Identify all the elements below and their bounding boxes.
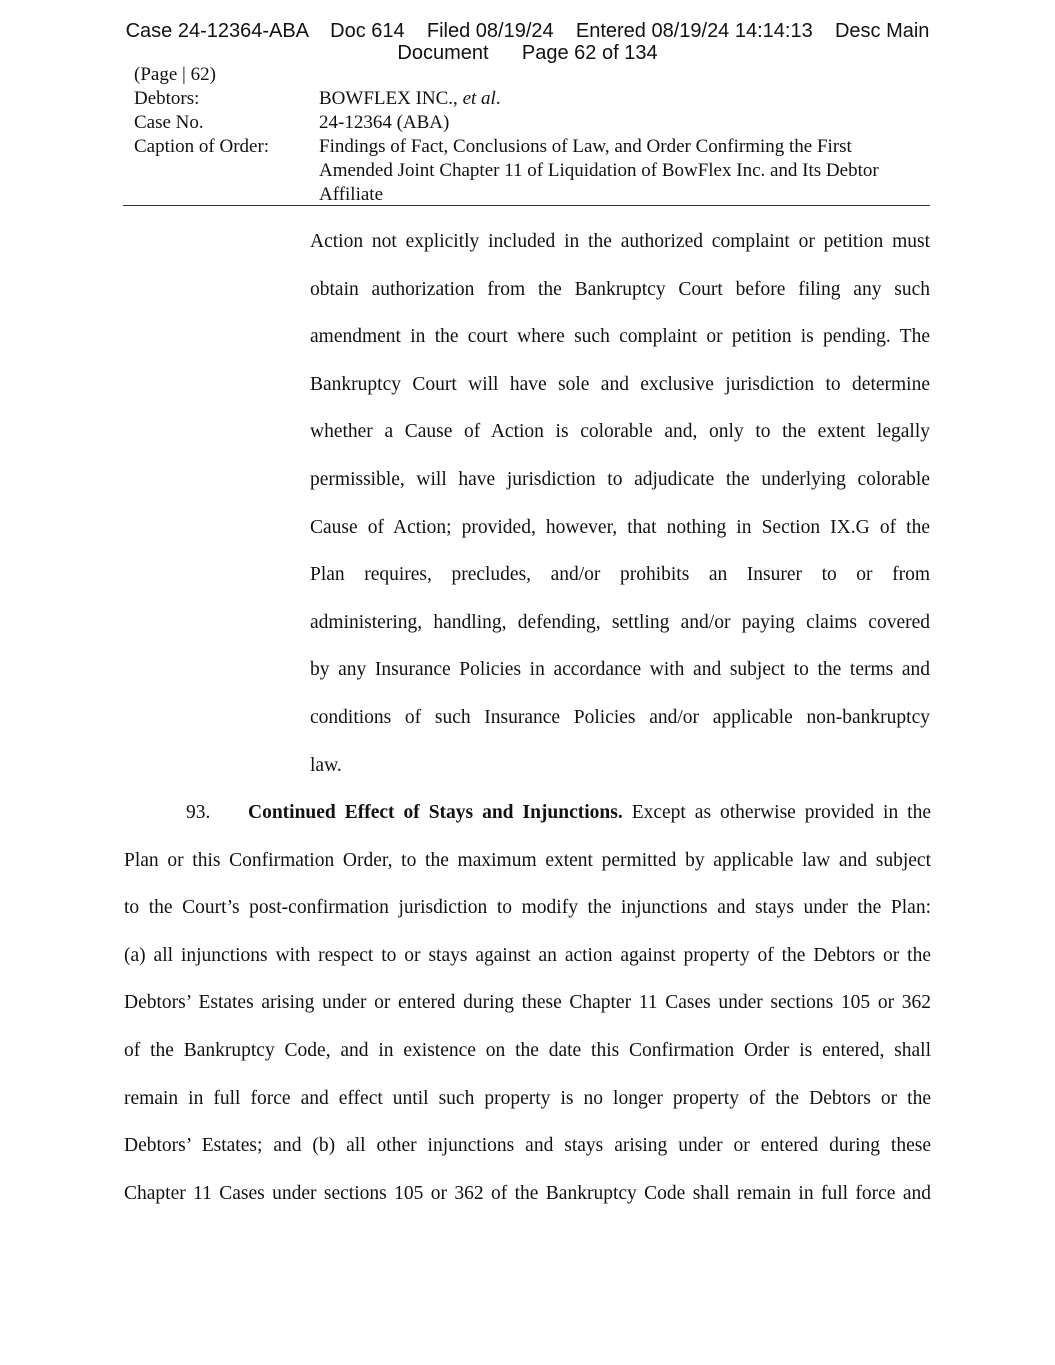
caption-debtors-value: [319, 87, 934, 111]
text-line: to the Court’s post-confirmation jurisdiction to modify the injunctions and stays under the Plan:: [124, 897, 931, 919]
caption-order-label: Caption of Order:: [134, 136, 270, 157]
paragraph-first-line-text: Except as otherwise provided in the: [631, 802, 932, 823]
filing-stamp-line-1: Case 24-12364-ABA Doc 614 Filed 08/19/24 Entered 08/19/24 14:14:13 Desc Main: [125, 20, 930, 42]
debtors-name: BOWFLEX INC.,: [319, 88, 458, 109]
text-line: Bankruptcy Court will have sole and exclusive jurisdiction to determine: [310, 373, 930, 395]
caption-order-line-1: Findings of Fact, Conclusions of Law, and Order Confirming the First: [319, 136, 852, 157]
paragraph-number: 93.: [186, 802, 211, 823]
paragraph-93: [124, 789, 931, 1217]
caption-page-ref: (Page | 62): [134, 64, 216, 85]
text-line: Action not explicitly included in the authorized complaint or petition must: [310, 231, 930, 252]
text-line: Debtors’ Estates; and (b) all other injunctions and stays arising under or entered during these: [124, 1135, 931, 1157]
text-line: conditions of such Insurance Policies and/or applicable non-bankruptcy: [310, 706, 930, 728]
caption-order-value: [319, 135, 934, 207]
text-line: Plan or this Confirmation Order, to the maximum extent permitted by applicable law and subject: [124, 849, 931, 871]
caption-order-line-2: Amended Joint Chapter 11 of Liquidation of BowFlex Inc. and Its Debtor: [319, 160, 879, 181]
text-line: Plan requires, precludes, and/or prohibits an Insurer to or from: [310, 564, 930, 586]
caption-page-ref-row: [134, 63, 934, 87]
text-line: permissible, will have jurisdiction to adjudicate the underlying colorable: [310, 468, 930, 490]
text-line: amendment in the court where such complaint or petition is pending. The: [310, 326, 930, 348]
paragraph-heading: Continued Effect of Stays and Injunctions.: [248, 802, 623, 823]
filing-stamp-line-2: Document Page 62 of 134: [397, 42, 658, 64]
text-line: whether a Cause of Action is colorable and, only to the extent legally: [310, 421, 930, 443]
text-line: Cause of Action; provided, however, that nothing in Section IX.G of the: [310, 516, 930, 538]
caption-order-line-3: Affiliate: [319, 184, 384, 205]
caption-case-value: 24-12364 (ABA): [319, 112, 450, 133]
text-line: Debtors’ Estates arising under or entered during these Chapter 11 Cases under sections 105 or 362: [124, 992, 931, 1014]
caption-order-row: [134, 135, 934, 207]
text-line: remain in full force and effect until such property is no longer property of the Debtors or the: [124, 1087, 931, 1109]
continued-paragraph: [310, 218, 930, 789]
paragraph-93-first-line: [124, 789, 931, 837]
text-line: Chapter 11 Cases under sections 105 or 362 of the Bankruptcy Code shall remain in full force and: [124, 1182, 931, 1204]
text-line: law.: [310, 754, 342, 776]
caption-divider: [123, 205, 930, 206]
caption-debtors-label: Debtors:: [134, 88, 200, 109]
caption-case-label: Case No.: [134, 112, 204, 133]
text-line: administering, handling, defending, settling and/or paying claims covered: [310, 611, 930, 633]
text-line: obtain authorization from the Bankruptcy Court before filing any such: [310, 278, 930, 300]
caption-case-row: [134, 111, 934, 135]
caption-block: [134, 63, 934, 207]
debtors-et-al: et al: [462, 88, 496, 109]
text-line: of the Bankruptcy Code, and in existence on the date this Confirmation Order is entered, shall: [124, 1039, 931, 1061]
debtors-period: .: [495, 88, 501, 109]
caption-debtors-row: [134, 87, 934, 111]
text-line: by any Insurance Policies in accordance with and subject to the terms and: [310, 659, 930, 681]
text-line: (a) all injunctions with respect to or stays against an action against property of the Debtors or the: [124, 944, 931, 966]
